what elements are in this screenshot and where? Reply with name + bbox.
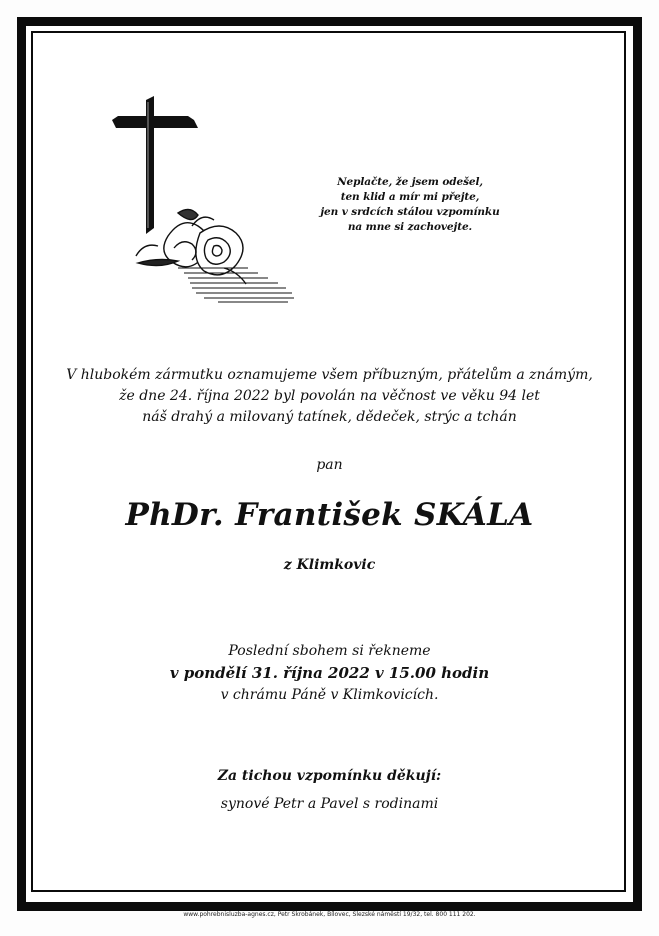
ground-shading — [178, 268, 294, 302]
ceremony-datetime: v pondělí 31. října 2022 v 15.00 hodin — [169, 664, 490, 682]
poem-line: na mne si zachovejte. — [347, 221, 473, 233]
poem-line: ten klid a mír mi přejte, — [340, 191, 480, 203]
origin: z Klimkovic — [283, 557, 376, 573]
thanks-section — [40, 762, 619, 818]
salutation: pan — [316, 457, 343, 473]
footer-imprint: www.pohrebnisluzba-agnes.cz, Petr Škrobánek, Bílovec, Slezské náměstí 19/32, tel. 800 111 202. — [183, 911, 476, 918]
deceased-name: PhDr. František SKÁLA — [125, 497, 534, 533]
ceremony-info — [40, 640, 619, 706]
ceremony-place: v chrámu Páně v Klimkovicích. — [220, 687, 439, 703]
announcement-line: V hlubokém zármutku oznamujeme všem příbuzným, přátelům a známým, — [66, 367, 593, 383]
poem-line: Neplačte, že jsem odešel, — [337, 176, 483, 188]
announcement-line: že dne 24. října 2022 byl povolán na věčnost ve věku 94 let — [119, 388, 540, 404]
announcement-line: náš drahý a milovaný tatínek, dědeček, strýc a tchán — [142, 409, 517, 425]
memorial-poem — [300, 175, 520, 235]
thanks-heading: Za tichou vzpomínku děkují: — [217, 768, 442, 784]
ceremony-intro: Poslední sbohem si řekneme — [228, 643, 431, 659]
announcement — [40, 365, 619, 428]
cross-with-rose-icon — [108, 88, 298, 308]
poem-line: jen v srdcích stálou vzpomínku — [320, 206, 500, 218]
thanks-signatories: synové Petr a Pavel s rodinami — [220, 796, 439, 812]
